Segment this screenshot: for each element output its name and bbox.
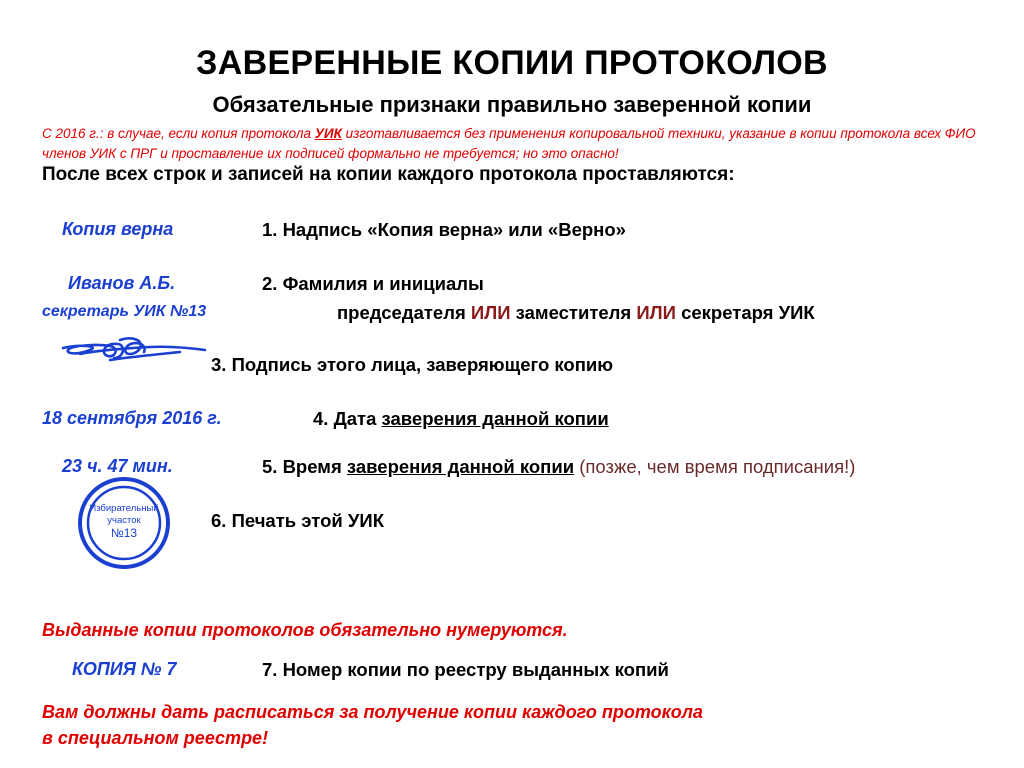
page-title: ЗАВЕРЕННЫЕ КОПИИ ПРОТОКОЛОВ [196,44,828,82]
sample-time: 23 ч. 47 мин. [62,456,173,476]
item-3: 3. Подпись этого лица, заверяющего копию [211,354,614,375]
ili-2: ИЛИ [636,302,676,323]
sample-kopiya-verna: Копия верна [62,219,174,239]
item-5-note: (позже, чем время подписания!) [574,456,856,477]
item-2-secretary: секретаря УИК [675,302,815,323]
warning-note [42,124,1002,164]
item-1: 1. Надпись «Копия верна» или «Верно» [262,219,626,240]
stamp-line-1: Избирательный [89,503,159,514]
ili-1: ИЛИ [470,302,511,323]
numbered-note: Выданные копии протоколов обязательно нумеруются. [42,620,568,640]
item-6: 6. Печать этой УИК [211,510,384,531]
note-part1: С 2016 г.: в случае, если копия протокола [42,126,315,141]
item-2-chair: председателя [337,302,471,323]
item-4 [313,408,609,430]
sample-name: Иванов А.Б. [68,273,176,293]
item-7: 7. Номер копии по реестру выданных копий [262,659,669,680]
sample-copy-number: КОПИЯ № 7 [72,659,177,679]
footer-line-1: Вам должны дать расписаться за получение копии каждого протокола [42,702,703,722]
intro-text: После всех строк и записей на копии каждого протокола проставляются: [42,164,735,185]
signature-image [60,330,210,374]
stamp-number: №13 [110,526,138,540]
item-2: 2. Фамилия и инициалы [262,273,484,294]
page-subtitle: Обязательные признаки правильно заверенной копии [212,92,812,117]
item-5-label: 5. Время [262,456,347,477]
note-part2: изготавливается без применения копировальной техники, указание в копии протокола всех ФИО членов УИК с ПРГ и проставление их подписей формально не требуется; но это опасно! [42,126,976,161]
sample-date: 18 сентября 2016 г. [42,408,222,428]
item-4-label: 4. Дата [313,408,382,429]
sample-role: секретарь УИК №13 [42,303,207,320]
item-5-underlined: заверения данной копии [346,456,575,477]
item-5 [262,456,855,478]
note-uik: УИК [314,126,342,141]
item-2-deputy: заместителя [510,302,637,323]
footer-line-2: в специальном реестре! [42,728,269,748]
stamp-text [77,503,171,539]
item-4-underlined: заверения данной копии [381,408,609,429]
stamp-line-2: участок [107,515,141,526]
item-2-line2 [337,302,815,324]
